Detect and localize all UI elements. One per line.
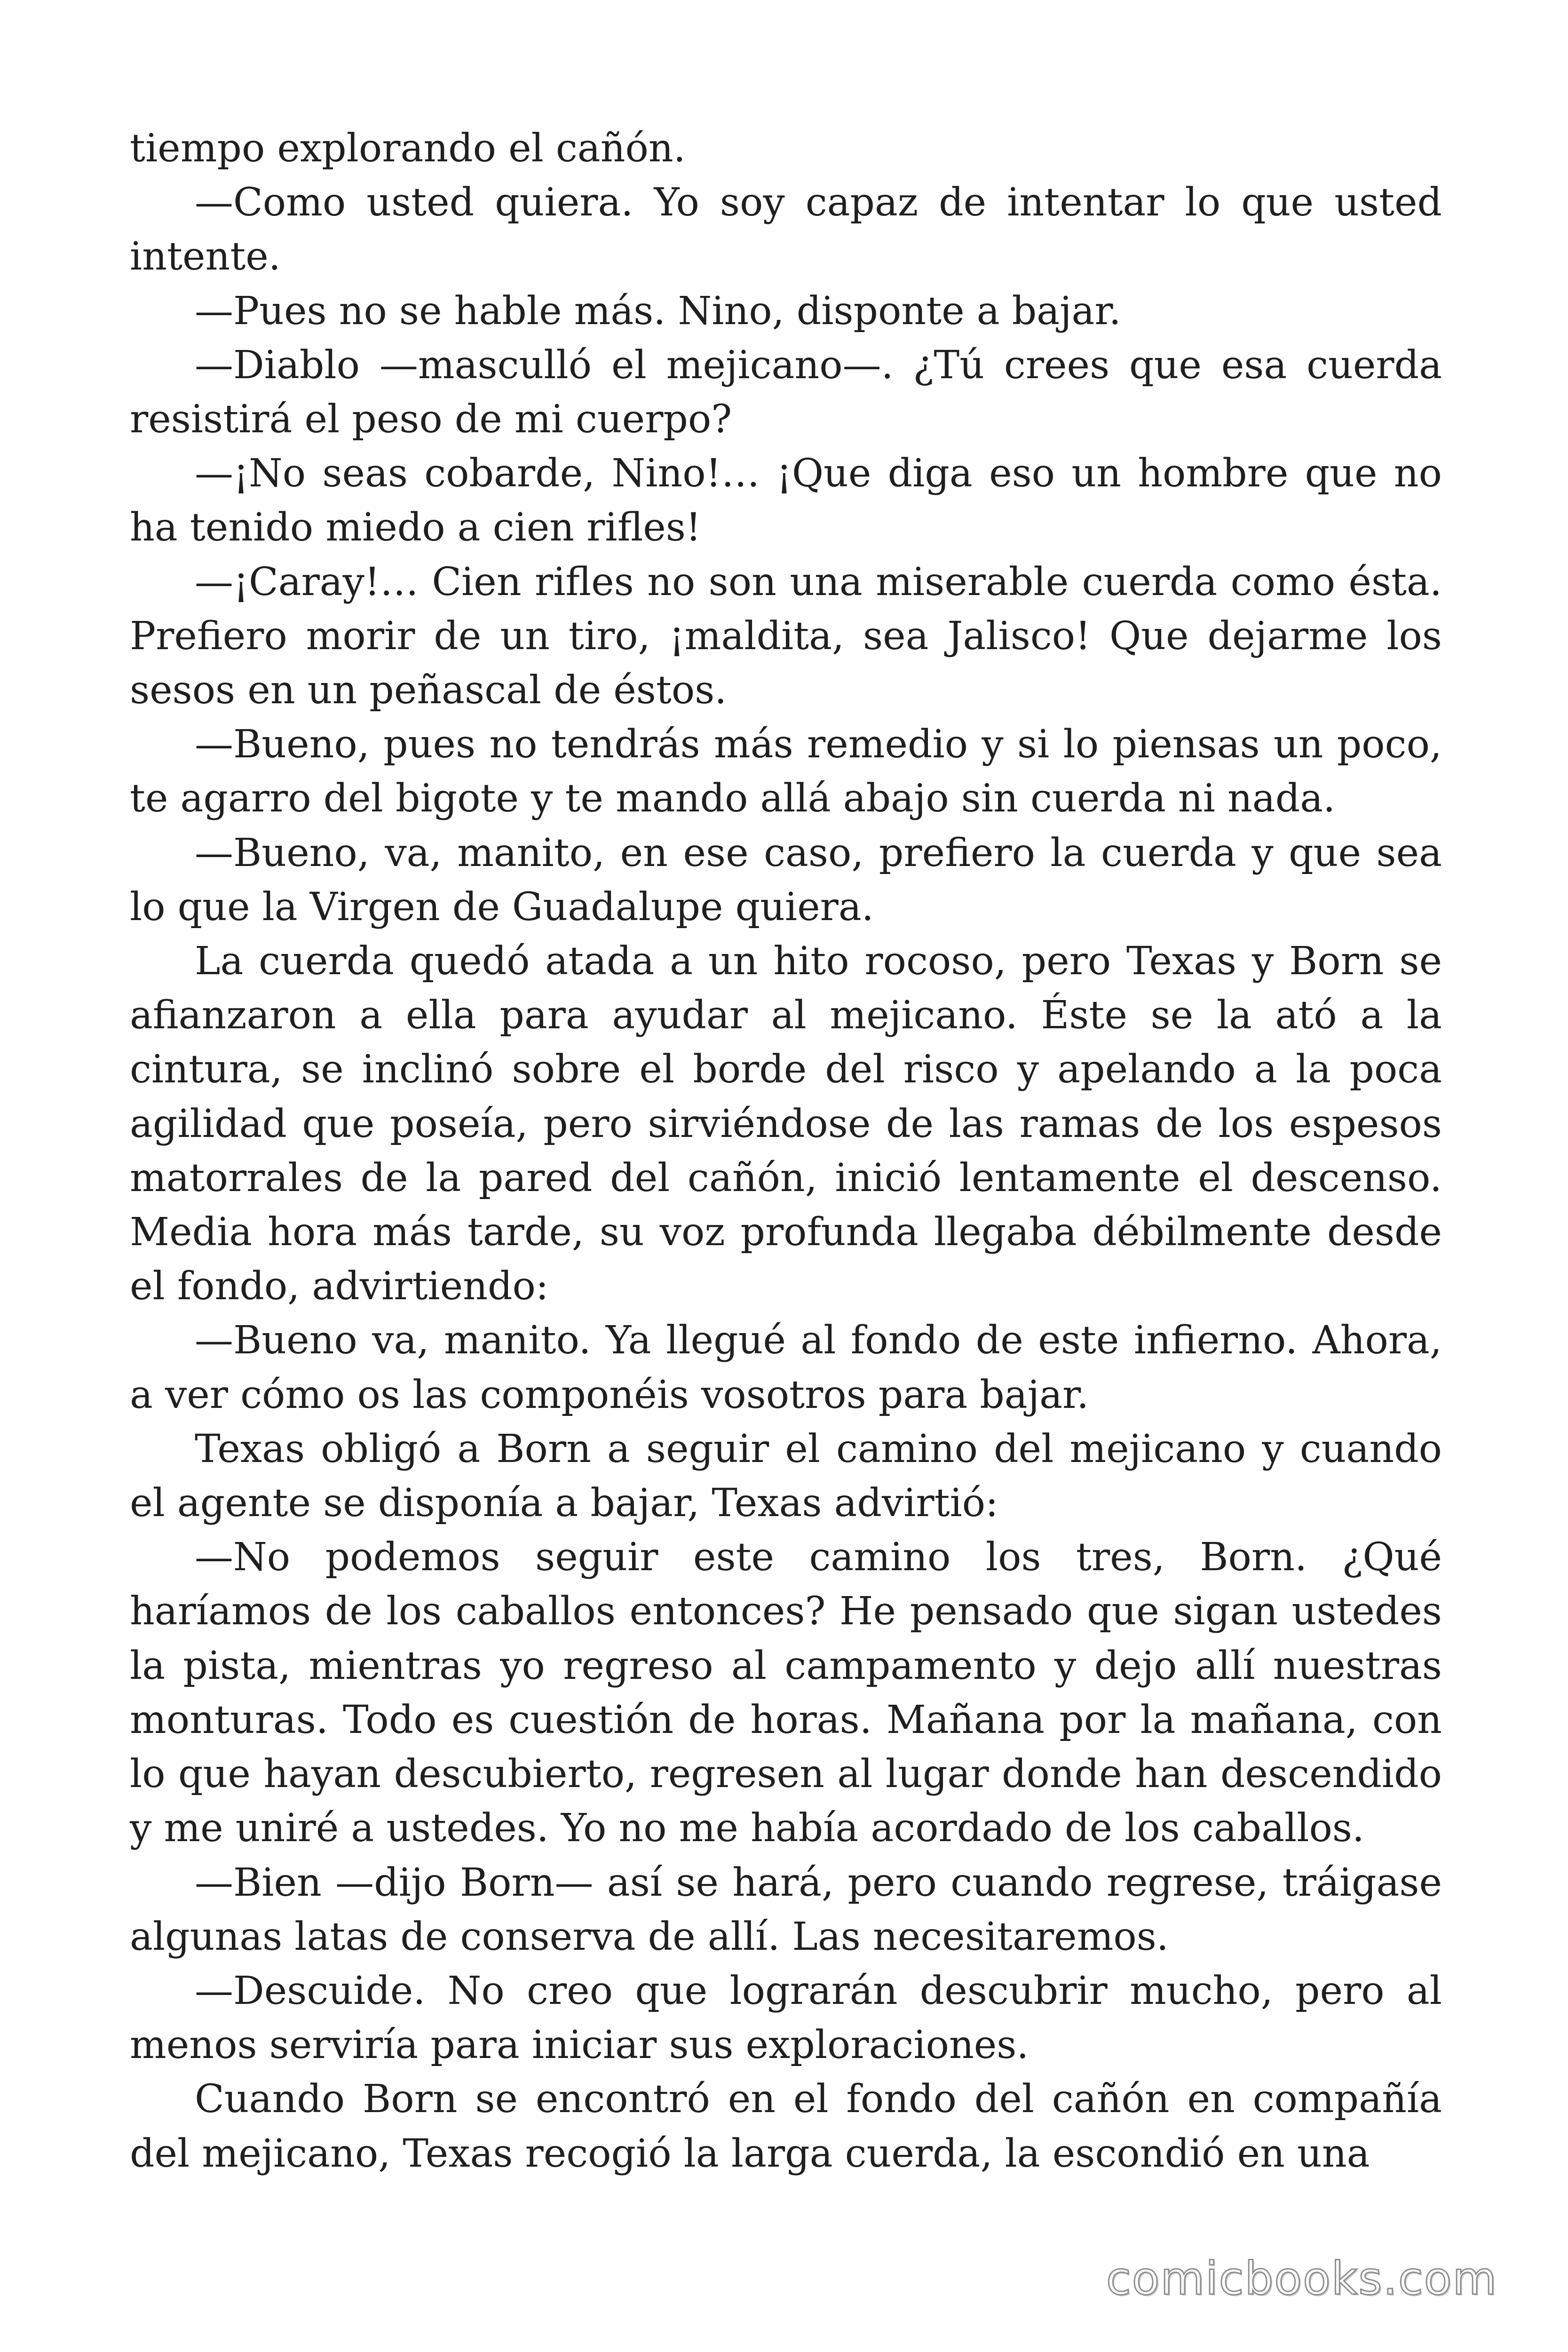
- watermark: comicbooks.com: [1106, 2252, 1497, 2305]
- paragraph: —Bueno va, manito. Ya llegué al fondo de este infierno. Ahora, a ver cómo os las componéis vosotros para bajar.: [130, 1318, 1442, 1417]
- paragraph: —Bueno, va, manito, en ese caso, prefiero la cuerda y que sea lo que la Virgen de Guadalupe quiera.: [130, 830, 1442, 930]
- paragraph: —¡No seas cobarde, Nino!… ¡Que diga eso un hombre que no ha tenido miedo a cien rifles!: [130, 451, 1442, 550]
- body-text: [130, 121, 1442, 2181]
- paragraph: —¡Caray!… Cien rifles no son una miserable cuerda como ésta. Prefiero morir de un tiro, ¡maldita, sea Jalisco! Que dejarme los sesos en un peñascal de éstos.: [130, 559, 1442, 713]
- paragraph: —No podemos seguir este camino los tres, Born. ¿Qué haríamos de los caballos entonces? He pensado que sigan ustedes la pista, mientras yo regreso al campamento y dejo allí nuestras monturas. Todo es cuestión de horas. Mañana por la mañana, con lo que hayan descubierto, regresen al lugar donde han descendido y me uniré a ustedes. Yo no me había acordado de los caballos.: [130, 1535, 1442, 1851]
- paragraph: —Diablo —masculló el mejicano—. ¿Tú crees que esa cuerda resistirá el peso de mi cuerpo?: [130, 342, 1442, 442]
- paragraph: —Como usted quiera. Yo soy capaz de intentar lo que usted intente.: [130, 180, 1442, 279]
- paragraph: —Bueno, pues no tendrás más remedio y si lo piensas un poco, te agarro del bigote y te mando allá abajo sin cuerda ni nada.: [130, 722, 1442, 821]
- paragraph: —Descuide. No creo que lograrán descubrir mucho, pero al menos serviría para iniciar sus exploraciones.: [130, 1968, 1442, 2068]
- paragraph: Texas obligó a Born a seguir el camino del mejicano y cuando el agente se disponía a bajar, Texas advirtió:: [130, 1426, 1442, 1526]
- paragraph: La cuerda quedó atada a un hito rocoso, pero Texas y Born se afianzaron a ella para ayudar al mejicano. Éste se la ató a la cintura, se inclinó sobre el borde del risco y apelando a la poca agilidad que poseía, pero sirviéndose de las ramas de los espesos matorrales de la pared del cañón, inició lentamente el descenso. Media hora más tarde, su voz profunda llegaba débilmente desde el fondo, advirtiendo:: [130, 939, 1442, 1309]
- paragraph: Cuando Born se encontró en el fondo del cañón en compañía del mejicano, Texas recogió la larga cuerda, la escondió en una: [130, 2077, 1442, 2176]
- paragraph: —Pues no se hable más. Nino, disponte a bajar.: [195, 288, 1121, 334]
- paragraph: —Bien —dijo Born— así se hará, pero cuando regrese, tráigase algunas latas de conserva de allí. Las necesitaremos.: [130, 1860, 1442, 1959]
- paragraph-continuation: tiempo explorando el cañón.: [130, 126, 686, 171]
